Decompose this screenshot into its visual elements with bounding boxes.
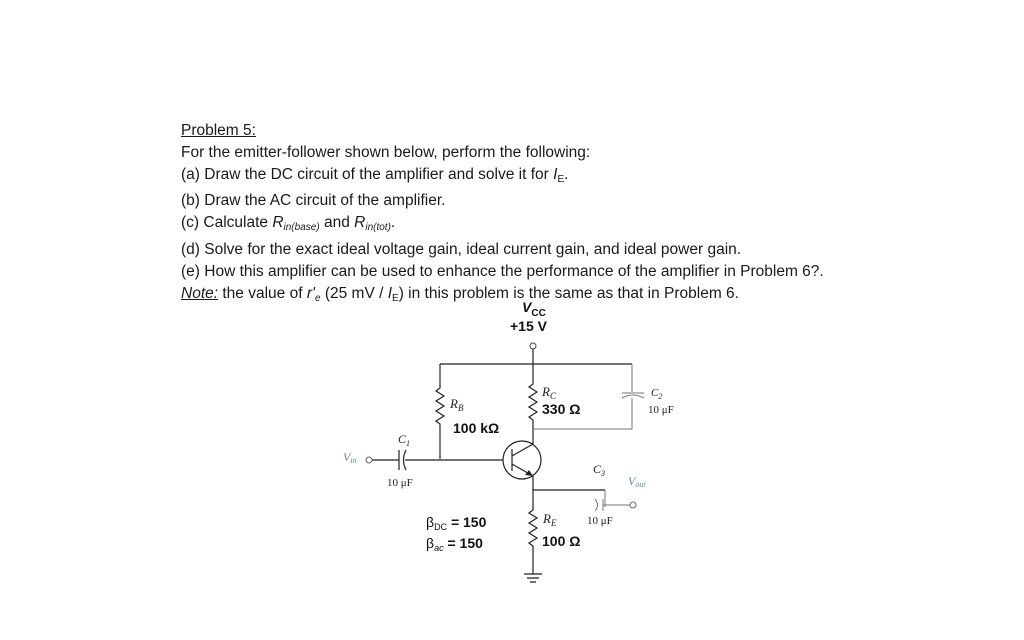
problem-intro: For the emitter-follower shown below, perform the following: (181, 143, 591, 161)
part-c-sub2: in(tot) (365, 222, 391, 234)
vin-terminal (366, 457, 372, 463)
c3-value: 10 μF (587, 515, 613, 527)
rc-resistor (529, 364, 537, 444)
vcc-label-v: V (522, 299, 532, 315)
vcc-label-sub: CC (531, 308, 546, 319)
c3-label: $C_3$ (593, 462, 606, 478)
re-label: $R_E$ (543, 511, 557, 528)
part-c-text: (c) Calculate (181, 214, 273, 232)
part-b: (b) Draw the AC circuit of the amplifier. (181, 192, 446, 210)
part-d: (d) Solve for the exact ideal voltage gain, ideal current gain, and ideal power gain. (181, 240, 742, 258)
note-mid: (25 mV / (320, 284, 388, 302)
note-label: Note: (181, 284, 219, 302)
part-c-end: . (390, 214, 396, 232)
rb-value: 100 kΩ (453, 420, 500, 436)
part-a-end: . (564, 165, 569, 183)
part-a-var: I (553, 165, 558, 183)
re-value: 100 Ω (542, 533, 581, 549)
problem-title: Problem 5: (181, 122, 256, 139)
rb-resistor (436, 364, 444, 459)
rb-label: $R_B$ (450, 396, 464, 413)
part-c-var2: R (354, 214, 366, 232)
note-var: r' (306, 284, 315, 302)
note-ie: I (387, 284, 393, 302)
re-resistor (529, 490, 537, 574)
rc-value: 330 Ω (542, 401, 581, 417)
c2-label: $C_2$ (651, 387, 663, 401)
note-var-sub: e (314, 292, 321, 304)
emitter-wire (533, 476, 605, 490)
c2-value: 10 μF (648, 404, 674, 416)
beta-ac: $\beta_{ac} = 150$ (426, 535, 483, 553)
note-ie-sub: E (392, 292, 399, 304)
rc-label: $R_C$ (542, 384, 556, 401)
vout-label: Vout (628, 474, 646, 489)
vcc-terminal (530, 343, 536, 349)
note-pre: the value of (218, 284, 307, 302)
c1-value: 10 μF (387, 477, 413, 489)
part-e: (e) How this amplifier can be used to enhance the performance of the amplifier in Problem 6?. (181, 262, 824, 280)
vcc-value: +15 V (510, 318, 547, 334)
note-end: ) in this problem is the same as that in Problem 6. (398, 284, 739, 302)
part-a-sub: E (557, 173, 565, 185)
part-a-text: (a) Draw the DC circuit of the amplifier and solve it for (181, 165, 554, 183)
c1-label: $C_1$ (398, 432, 411, 448)
bjt-transistor (503, 441, 541, 479)
c3-capacitor (595, 490, 630, 511)
vcc-rail (440, 349, 632, 364)
vout-terminal (630, 502, 636, 508)
ground-icon (524, 574, 542, 582)
part-c-sub1: in(base) (283, 222, 320, 234)
c1-capacitor (372, 450, 510, 470)
part-c-var1: R (272, 214, 284, 232)
vin-label: Vin (343, 450, 357, 465)
beta-dc: $\beta_{DC} = 150$ (426, 514, 487, 532)
part-c-and: and (319, 214, 355, 232)
vcc-label (522, 299, 546, 319)
